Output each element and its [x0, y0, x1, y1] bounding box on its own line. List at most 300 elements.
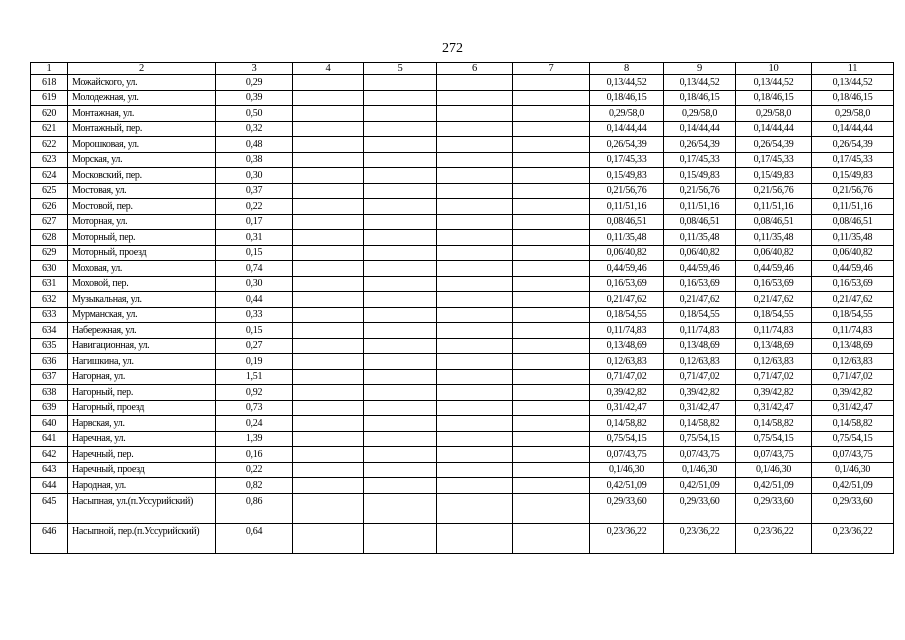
- value-cell-col9: 0,11/35,48: [664, 230, 736, 246]
- empty-cell-col6: [437, 400, 513, 416]
- empty-cell-col5: [364, 307, 437, 323]
- street-name-cell: Музыкальная, ул.: [68, 292, 216, 308]
- value-cell-col10: 0,29/58,0: [736, 106, 812, 122]
- empty-cell-col5: [364, 493, 437, 523]
- value-cell-col10: 0,31/42,47: [736, 400, 812, 416]
- empty-cell-col5: [364, 152, 437, 168]
- value-cell-col10: 0,14/58,82: [736, 416, 812, 432]
- value-cell-col10: 0,06/40,82: [736, 245, 812, 261]
- length-cell: 0,50: [216, 106, 293, 122]
- length-cell: 0,73: [216, 400, 293, 416]
- empty-cell-col5: [364, 416, 437, 432]
- value-cell-col8: 0,31/42,47: [590, 400, 664, 416]
- value-cell-col11: 0,21/56,76: [812, 183, 894, 199]
- table-row: [31, 261, 894, 277]
- empty-cell-col6: [437, 385, 513, 401]
- row-number-cell: 645: [31, 493, 68, 523]
- value-cell-col8: 0,15/49,83: [590, 168, 664, 184]
- length-cell: 0,74: [216, 261, 293, 277]
- empty-cell-col4: [293, 478, 364, 494]
- value-cell-col8: 0,06/40,82: [590, 245, 664, 261]
- value-cell-col11: 0,26/54,39: [812, 137, 894, 153]
- length-cell: 0,27: [216, 338, 293, 354]
- street-name-cell: Московский, пер.: [68, 168, 216, 184]
- value-cell-col11: 0,15/49,83: [812, 168, 894, 184]
- row-number-cell: 638: [31, 385, 68, 401]
- empty-cell-col4: [293, 214, 364, 230]
- value-cell-col10: 0,39/42,82: [736, 385, 812, 401]
- value-cell-col10: 0,13/44,52: [736, 75, 812, 91]
- value-cell-col8: 0,17/45,33: [590, 152, 664, 168]
- table-row: [31, 183, 894, 199]
- street-name-cell: Морошковая, ул.: [68, 137, 216, 153]
- street-name-cell: Морская, ул.: [68, 152, 216, 168]
- value-cell-col9: 0,29/33,60: [664, 493, 736, 523]
- value-cell-col10: 0,15/49,83: [736, 168, 812, 184]
- empty-cell-col6: [437, 447, 513, 463]
- row-number-cell: 620: [31, 106, 68, 122]
- value-cell-col8: 0,16/53,69: [590, 276, 664, 292]
- value-cell-col9: 0,07/43,75: [664, 447, 736, 463]
- value-cell-col8: 0,1/46,30: [590, 462, 664, 478]
- value-cell-col9: 0,44/59,46: [664, 261, 736, 277]
- empty-cell-col4: [293, 385, 364, 401]
- value-cell-col8: 0,08/46,51: [590, 214, 664, 230]
- row-number-cell: 637: [31, 369, 68, 385]
- empty-cell-col6: [437, 75, 513, 91]
- table-row: [31, 447, 894, 463]
- table-row: [31, 400, 894, 416]
- value-cell-col8: 0,23/36,22: [590, 523, 664, 553]
- row-number-cell: 618: [31, 75, 68, 91]
- street-name-cell: Молодежная, ул.: [68, 90, 216, 106]
- column-header-11: 11: [812, 63, 894, 75]
- value-cell-col10: 0,75/54,15: [736, 431, 812, 447]
- empty-cell-col4: [293, 106, 364, 122]
- length-cell: 0,44: [216, 292, 293, 308]
- empty-cell-col6: [437, 323, 513, 339]
- empty-cell-col6: [437, 292, 513, 308]
- street-name-cell: Нарвская, ул.: [68, 416, 216, 432]
- empty-cell-col7: [513, 385, 590, 401]
- column-header-2: 2: [68, 63, 216, 75]
- street-name-cell: Насыпной, пер.(п.Уссурийский): [68, 523, 216, 553]
- value-cell-col9: 0,14/44,44: [664, 121, 736, 137]
- street-name-cell: Нагишкина, ул.: [68, 354, 216, 370]
- table-row: [31, 307, 894, 323]
- value-cell-col8: 0,75/54,15: [590, 431, 664, 447]
- empty-cell-col4: [293, 323, 364, 339]
- empty-cell-col4: [293, 462, 364, 478]
- value-cell-col11: 0,29/33,60: [812, 493, 894, 523]
- empty-cell-col7: [513, 523, 590, 553]
- empty-cell-col6: [437, 307, 513, 323]
- value-cell-col11: 0,31/42,47: [812, 400, 894, 416]
- street-name-cell: Нагорный, пер.: [68, 385, 216, 401]
- empty-cell-col6: [437, 276, 513, 292]
- empty-cell-col7: [513, 338, 590, 354]
- value-cell-col11: 0,11/74,83: [812, 323, 894, 339]
- column-header-8: 8: [590, 63, 664, 75]
- table-row: [31, 276, 894, 292]
- empty-cell-col6: [437, 168, 513, 184]
- value-cell-col11: 0,23/36,22: [812, 523, 894, 553]
- table-row: [31, 431, 894, 447]
- value-cell-col9: 0,16/53,69: [664, 276, 736, 292]
- empty-cell-col5: [364, 106, 437, 122]
- length-cell: 0,32: [216, 121, 293, 137]
- row-number-cell: 632: [31, 292, 68, 308]
- value-cell-col8: 0,13/48,69: [590, 338, 664, 354]
- column-header-1: 1: [31, 63, 68, 75]
- value-cell-col10: 0,18/46,15: [736, 90, 812, 106]
- empty-cell-col7: [513, 447, 590, 463]
- value-cell-col9: 0,17/45,33: [664, 152, 736, 168]
- table-row: [31, 137, 894, 153]
- table-row: [31, 245, 894, 261]
- street-name-cell: Насыпная, ул.(п.Уссурийский): [68, 493, 216, 523]
- empty-cell-col7: [513, 307, 590, 323]
- empty-cell-col6: [437, 462, 513, 478]
- street-name-cell: Набережная, ул.: [68, 323, 216, 339]
- empty-cell-col4: [293, 152, 364, 168]
- empty-cell-col4: [293, 292, 364, 308]
- empty-cell-col6: [437, 106, 513, 122]
- empty-cell-col5: [364, 245, 437, 261]
- value-cell-col9: 0,11/74,83: [664, 323, 736, 339]
- street-name-cell: Моховая, ул.: [68, 261, 216, 277]
- table-row: [31, 416, 894, 432]
- row-number-cell: 643: [31, 462, 68, 478]
- value-cell-col10: 0,11/51,16: [736, 199, 812, 215]
- column-header-5: 5: [364, 63, 437, 75]
- row-number-cell: 644: [31, 478, 68, 494]
- value-cell-col11: 0,18/46,15: [812, 90, 894, 106]
- value-cell-col11: 0,12/63,83: [812, 354, 894, 370]
- value-cell-col8: 0,14/44,44: [590, 121, 664, 137]
- value-cell-col9: 0,12/63,83: [664, 354, 736, 370]
- row-number-cell: 641: [31, 431, 68, 447]
- value-cell-col11: 0,14/44,44: [812, 121, 894, 137]
- empty-cell-col4: [293, 137, 364, 153]
- empty-cell-col6: [437, 121, 513, 137]
- empty-cell-col5: [364, 369, 437, 385]
- empty-cell-col6: [437, 183, 513, 199]
- table-row: [31, 493, 894, 523]
- empty-cell-col5: [364, 261, 437, 277]
- value-cell-col11: 0,44/59,46: [812, 261, 894, 277]
- length-cell: 0,17: [216, 214, 293, 230]
- street-name-cell: Народная, ул.: [68, 478, 216, 494]
- value-cell-col11: 0,39/42,82: [812, 385, 894, 401]
- empty-cell-col5: [364, 292, 437, 308]
- value-cell-col9: 0,1/46,30: [664, 462, 736, 478]
- row-number-cell: 619: [31, 90, 68, 106]
- row-number-cell: 630: [31, 261, 68, 277]
- value-cell-col11: 0,75/54,15: [812, 431, 894, 447]
- length-cell: 0,82: [216, 478, 293, 494]
- value-cell-col11: 0,29/58,0: [812, 106, 894, 122]
- empty-cell-col5: [364, 523, 437, 553]
- street-name-cell: Наречная, ул.: [68, 431, 216, 447]
- value-cell-col9: 0,75/54,15: [664, 431, 736, 447]
- empty-cell-col5: [364, 338, 437, 354]
- empty-cell-col4: [293, 183, 364, 199]
- table-row: [31, 323, 894, 339]
- value-cell-col11: 0,71/47,02: [812, 369, 894, 385]
- empty-cell-col7: [513, 261, 590, 277]
- table-row: [31, 523, 894, 553]
- length-cell: 0,48: [216, 137, 293, 153]
- value-cell-col9: 0,39/42,82: [664, 385, 736, 401]
- empty-cell-col7: [513, 369, 590, 385]
- value-cell-col11: 0,13/44,52: [812, 75, 894, 91]
- row-number-cell: 622: [31, 137, 68, 153]
- street-name-cell: Нагорный, проезд: [68, 400, 216, 416]
- empty-cell-col6: [437, 152, 513, 168]
- length-cell: 0,33: [216, 307, 293, 323]
- row-number-cell: 621: [31, 121, 68, 137]
- value-cell-col11: 0,07/43,75: [812, 447, 894, 463]
- empty-cell-col7: [513, 168, 590, 184]
- value-cell-col11: 0,11/35,48: [812, 230, 894, 246]
- empty-cell-col7: [513, 214, 590, 230]
- value-cell-col11: 0,1/46,30: [812, 462, 894, 478]
- value-cell-col9: 0,13/48,69: [664, 338, 736, 354]
- row-number-cell: 633: [31, 307, 68, 323]
- empty-cell-col6: [437, 369, 513, 385]
- empty-cell-col4: [293, 354, 364, 370]
- street-name-cell: Моховой, пер.: [68, 276, 216, 292]
- value-cell-col9: 0,71/47,02: [664, 369, 736, 385]
- table-row: [31, 369, 894, 385]
- value-cell-col10: 0,14/44,44: [736, 121, 812, 137]
- empty-cell-col7: [513, 75, 590, 91]
- length-cell: 1,39: [216, 431, 293, 447]
- empty-cell-col7: [513, 354, 590, 370]
- table-row: [31, 152, 894, 168]
- empty-cell-col5: [364, 462, 437, 478]
- length-cell: 0,15: [216, 245, 293, 261]
- value-cell-col8: 0,39/42,82: [590, 385, 664, 401]
- empty-cell-col5: [364, 214, 437, 230]
- length-cell: 0,86: [216, 493, 293, 523]
- empty-cell-col4: [293, 75, 364, 91]
- row-number-cell: 639: [31, 400, 68, 416]
- street-name-cell: Монтажная, ул.: [68, 106, 216, 122]
- length-cell: 0,39: [216, 90, 293, 106]
- empty-cell-col5: [364, 230, 437, 246]
- value-cell-col9: 0,18/46,15: [664, 90, 736, 106]
- value-cell-col8: 0,11/74,83: [590, 323, 664, 339]
- table-row: [31, 121, 894, 137]
- empty-cell-col7: [513, 106, 590, 122]
- value-cell-col8: 0,11/51,16: [590, 199, 664, 215]
- length-cell: 0,22: [216, 199, 293, 215]
- value-cell-col10: 0,13/48,69: [736, 338, 812, 354]
- value-cell-col10: 0,26/54,39: [736, 137, 812, 153]
- row-number-cell: 626: [31, 199, 68, 215]
- empty-cell-col4: [293, 431, 364, 447]
- empty-cell-col7: [513, 230, 590, 246]
- value-cell-col8: 0,21/47,62: [590, 292, 664, 308]
- empty-cell-col7: [513, 152, 590, 168]
- empty-cell-col6: [437, 245, 513, 261]
- empty-cell-col7: [513, 416, 590, 432]
- empty-cell-col4: [293, 338, 364, 354]
- table-row: [31, 75, 894, 91]
- street-name-cell: Нагорная, ул.: [68, 369, 216, 385]
- empty-cell-col5: [364, 183, 437, 199]
- empty-cell-col4: [293, 307, 364, 323]
- value-cell-col8: 0,12/63,83: [590, 354, 664, 370]
- empty-cell-col6: [437, 338, 513, 354]
- value-cell-col9: 0,15/49,83: [664, 168, 736, 184]
- table-row: [31, 199, 894, 215]
- value-cell-col9: 0,21/47,62: [664, 292, 736, 308]
- empty-cell-col5: [364, 323, 437, 339]
- row-number-cell: 635: [31, 338, 68, 354]
- empty-cell-col7: [513, 462, 590, 478]
- table-row: [31, 106, 894, 122]
- value-cell-col9: 0,14/58,82: [664, 416, 736, 432]
- value-cell-col9: 0,18/54,55: [664, 307, 736, 323]
- empty-cell-col6: [437, 230, 513, 246]
- empty-cell-col7: [513, 90, 590, 106]
- value-cell-col9: 0,26/54,39: [664, 137, 736, 153]
- value-cell-col8: 0,71/47,02: [590, 369, 664, 385]
- data-table: [30, 62, 894, 554]
- value-cell-col11: 0,42/51,09: [812, 478, 894, 494]
- empty-cell-col4: [293, 199, 364, 215]
- value-cell-col11: 0,13/48,69: [812, 338, 894, 354]
- empty-cell-col4: [293, 447, 364, 463]
- value-cell-col10: 0,29/33,60: [736, 493, 812, 523]
- street-name-cell: Можайского, ул.: [68, 75, 216, 91]
- value-cell-col10: 0,42/51,09: [736, 478, 812, 494]
- empty-cell-col7: [513, 493, 590, 523]
- empty-cell-col6: [437, 354, 513, 370]
- empty-cell-col6: [437, 137, 513, 153]
- column-header-9: 9: [664, 63, 736, 75]
- value-cell-col11: 0,18/54,55: [812, 307, 894, 323]
- value-cell-col9: 0,13/44,52: [664, 75, 736, 91]
- row-number-cell: 629: [31, 245, 68, 261]
- value-cell-col10: 0,07/43,75: [736, 447, 812, 463]
- empty-cell-col5: [364, 478, 437, 494]
- street-name-cell: Наречный, пер.: [68, 447, 216, 463]
- street-name-cell: Мостовой, пер.: [68, 199, 216, 215]
- value-cell-col11: 0,14/58,82: [812, 416, 894, 432]
- empty-cell-col5: [364, 431, 437, 447]
- row-number-cell: 640: [31, 416, 68, 432]
- empty-cell-col6: [437, 523, 513, 553]
- empty-cell-col6: [437, 416, 513, 432]
- length-cell: 0,38: [216, 152, 293, 168]
- row-number-cell: 627: [31, 214, 68, 230]
- empty-cell-col4: [293, 245, 364, 261]
- value-cell-col8: 0,18/46,15: [590, 90, 664, 106]
- empty-cell-col7: [513, 431, 590, 447]
- table-row: [31, 230, 894, 246]
- length-cell: 0,30: [216, 276, 293, 292]
- row-number-cell: 634: [31, 323, 68, 339]
- length-cell: 0,29: [216, 75, 293, 91]
- empty-cell-col5: [364, 121, 437, 137]
- street-name-cell: Наречный, проезд: [68, 462, 216, 478]
- value-cell-col11: 0,16/53,69: [812, 276, 894, 292]
- value-cell-col8: 0,13/44,52: [590, 75, 664, 91]
- value-cell-col8: 0,18/54,55: [590, 307, 664, 323]
- empty-cell-col4: [293, 400, 364, 416]
- empty-cell-col7: [513, 183, 590, 199]
- street-name-cell: Моторный, проезд: [68, 245, 216, 261]
- street-name-cell: Монтажный, пер.: [68, 121, 216, 137]
- empty-cell-col4: [293, 276, 364, 292]
- value-cell-col10: 0,08/46,51: [736, 214, 812, 230]
- value-cell-col8: 0,07/43,75: [590, 447, 664, 463]
- length-cell: 1,51: [216, 369, 293, 385]
- value-cell-col10: 0,71/47,02: [736, 369, 812, 385]
- empty-cell-col6: [437, 90, 513, 106]
- empty-cell-col5: [364, 276, 437, 292]
- row-number-cell: 642: [31, 447, 68, 463]
- value-cell-col8: 0,21/56,76: [590, 183, 664, 199]
- value-cell-col9: 0,23/36,22: [664, 523, 736, 553]
- value-cell-col10: 0,11/35,48: [736, 230, 812, 246]
- row-number-cell: 623: [31, 152, 68, 168]
- street-name-cell: Моторный, пер.: [68, 230, 216, 246]
- table-body: [31, 63, 894, 554]
- empty-cell-col4: [293, 261, 364, 277]
- value-cell-col8: 0,29/33,60: [590, 493, 664, 523]
- empty-cell-col4: [293, 493, 364, 523]
- empty-cell-col4: [293, 230, 364, 246]
- value-cell-col11: 0,17/45,33: [812, 152, 894, 168]
- length-cell: 0,31: [216, 230, 293, 246]
- value-cell-col10: 0,1/46,30: [736, 462, 812, 478]
- row-number-cell: 646: [31, 523, 68, 553]
- empty-cell-col5: [364, 137, 437, 153]
- empty-cell-col6: [437, 493, 513, 523]
- value-cell-col10: 0,44/59,46: [736, 261, 812, 277]
- length-cell: 0,64: [216, 523, 293, 553]
- value-cell-col9: 0,06/40,82: [664, 245, 736, 261]
- table-row: [31, 168, 894, 184]
- value-cell-col8: 0,44/59,46: [590, 261, 664, 277]
- value-cell-col11: 0,11/51,16: [812, 199, 894, 215]
- value-cell-col9: 0,11/51,16: [664, 199, 736, 215]
- table-row: [31, 462, 894, 478]
- row-number-cell: 628: [31, 230, 68, 246]
- empty-cell-col7: [513, 137, 590, 153]
- value-cell-col9: 0,29/58,0: [664, 106, 736, 122]
- value-cell-col9: 0,21/56,76: [664, 183, 736, 199]
- header-row: [31, 63, 894, 75]
- table-row: [31, 354, 894, 370]
- value-cell-col10: 0,21/47,62: [736, 292, 812, 308]
- table-row: [31, 90, 894, 106]
- value-cell-col10: 0,11/74,83: [736, 323, 812, 339]
- empty-cell-col6: [437, 478, 513, 494]
- empty-cell-col4: [293, 523, 364, 553]
- column-header-3: 3: [216, 63, 293, 75]
- value-cell-col10: 0,17/45,33: [736, 152, 812, 168]
- value-cell-col9: 0,31/42,47: [664, 400, 736, 416]
- column-header-7: 7: [513, 63, 590, 75]
- empty-cell-col6: [437, 431, 513, 447]
- empty-cell-col4: [293, 90, 364, 106]
